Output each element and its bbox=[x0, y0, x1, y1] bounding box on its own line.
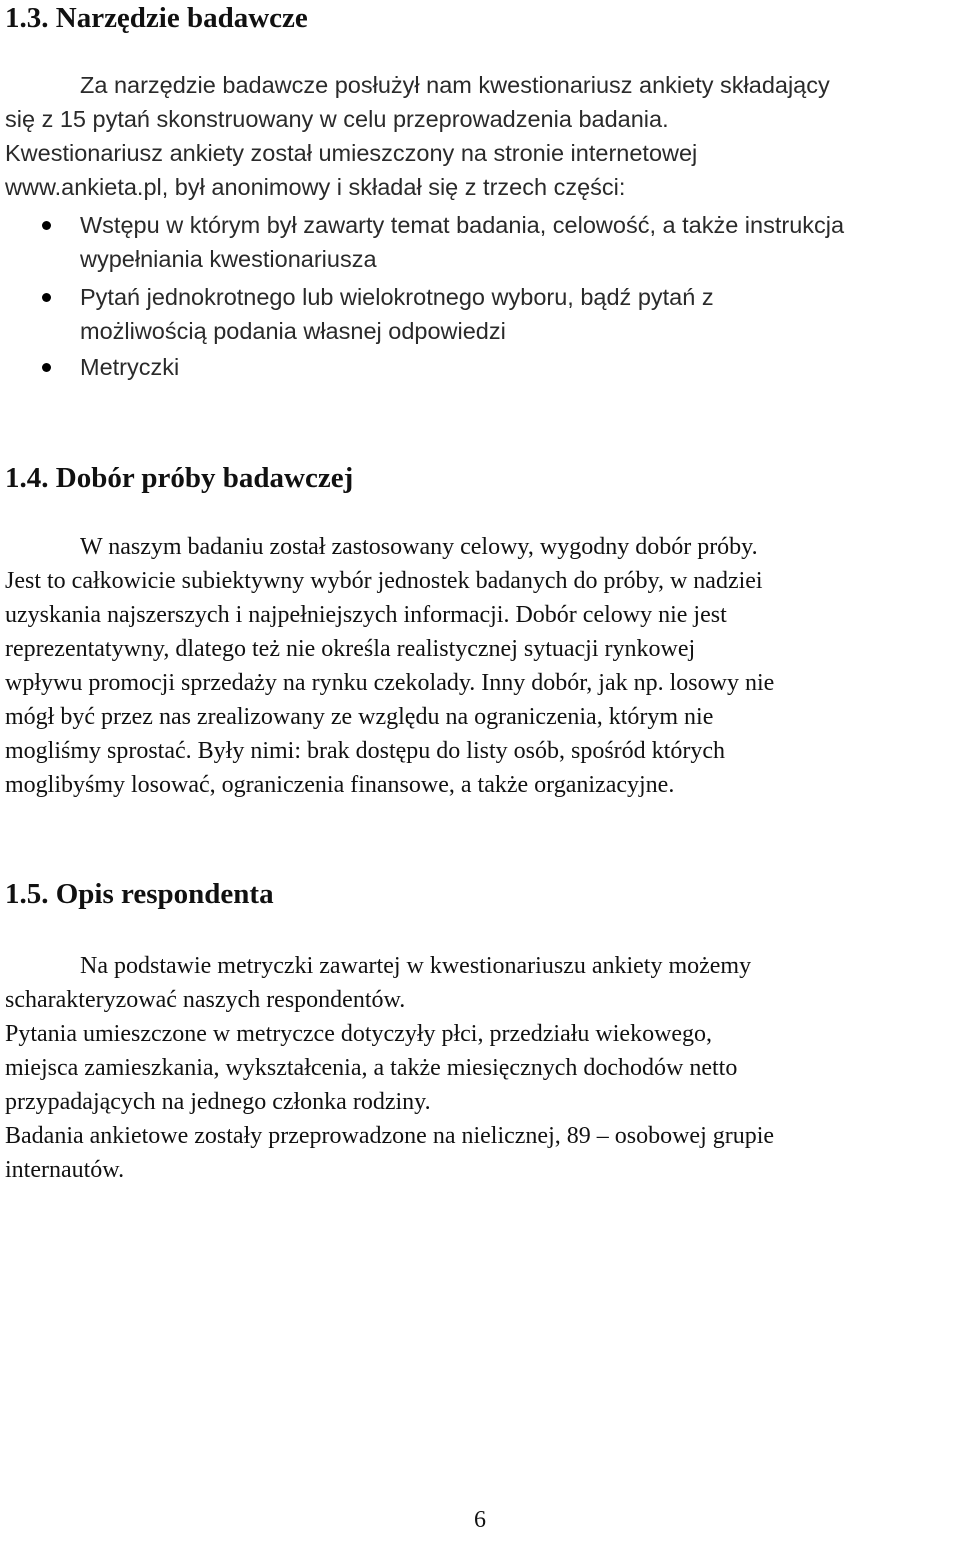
paragraph-line: moglibyśmy losować, ograniczenia finansowe, a także organizacyjne. bbox=[5, 772, 675, 798]
paragraph-line: www.ankieta.pl, był anonimowy i składał się z trzech części: bbox=[5, 174, 626, 200]
section-heading-1-4: 1.4. Dobór próby badawczej bbox=[5, 462, 354, 494]
paragraph-line: Kwestionariusz ankiety został umieszczony na stronie internetowej bbox=[5, 140, 698, 166]
paragraph-line: Za narzędzie badawcze posłużył nam kwestionariusz ankiety składający bbox=[80, 72, 830, 98]
paragraph-line: się z 15 pytań skonstruowany w celu przeprowadzenia badania. bbox=[5, 106, 669, 132]
paragraph-line: Na podstawie metryczki zawartej w kwestionariuszu ankiety możemy bbox=[80, 953, 752, 979]
bullet-dot-icon bbox=[42, 221, 51, 230]
bullet-item-line: Pytań jednokrotnego lub wielokrotnego wyboru, bądź pytań z bbox=[80, 284, 714, 310]
paragraph-line: mogliśmy sprostać. Były nimi: brak dostępu do listy osób, spośród których bbox=[5, 738, 725, 764]
paragraph-line: reprezentatywny, dlatego też nie określa realistycznej sytuacji rynkowej bbox=[5, 636, 696, 662]
paragraph-line: Jest to całkowicie subiektywny wybór jednostek badanych do próby, w nadziei bbox=[5, 568, 763, 594]
paragraph-line: miejsca zamieszkania, wykształcenia, a także miesięcznych dochodów netto bbox=[5, 1055, 738, 1081]
paragraph-line: internautów. bbox=[5, 1157, 125, 1183]
section-heading-1-3: 1.3. Narzędzie badawcze bbox=[5, 2, 308, 34]
paragraph-line: Pytania umieszczone w metryczce dotyczyły płci, przedziału wiekowego, bbox=[5, 1021, 713, 1047]
paragraph-line: mógł być przez nas zrealizowany ze względu na ograniczenia, którym nie bbox=[5, 704, 714, 730]
page-number: 6 bbox=[474, 1507, 486, 1533]
bullet-dot-icon bbox=[42, 363, 51, 372]
paragraph-line: Badania ankietowe zostały przeprowadzone na nielicznej, 89 – osobowej grupie bbox=[5, 1123, 775, 1149]
paragraph-line: scharakteryzować naszych respondentów. bbox=[5, 987, 406, 1013]
paragraph-line: wpływu promocji sprzedaży na rynku czekolady. Inny dobór, jak np. losowy nie bbox=[5, 670, 775, 696]
bullet-item-line: Metryczki bbox=[80, 354, 180, 380]
bullet-item-line: wypełniania kwestionariusza bbox=[80, 246, 377, 272]
section-heading-1-5: 1.5. Opis respondenta bbox=[5, 878, 274, 910]
bullet-dot-icon bbox=[42, 293, 51, 302]
paragraph-line: W naszym badaniu został zastosowany celowy, wygodny dobór próby. bbox=[80, 534, 758, 560]
bullet-item-line: możliwością podania własnej odpowiedzi bbox=[80, 318, 506, 344]
bullet-item-line: Wstępu w którym był zawarty temat badania, celowość, a także instrukcja bbox=[80, 212, 845, 238]
paragraph-line: uzyskania najszerszych i najpełniejszych informacji. Dobór celowy nie jest bbox=[5, 602, 727, 628]
paragraph-line: przypadających na jednego członka rodziny. bbox=[5, 1089, 431, 1115]
